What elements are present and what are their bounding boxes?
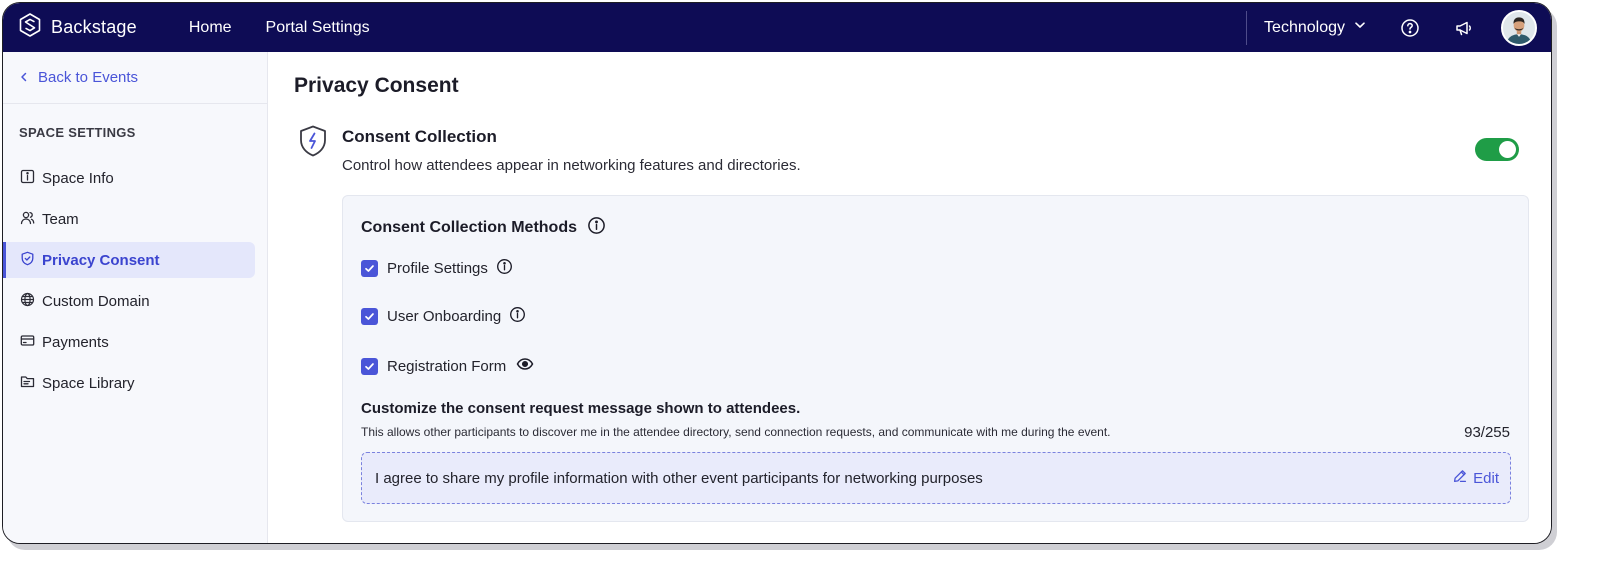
method-label: Registration Form (387, 357, 507, 375)
help-icon[interactable] (1399, 17, 1421, 39)
checkbox-registration-form[interactable] (361, 358, 378, 375)
sidebar-item-label: Payments (42, 333, 109, 351)
workspace-selector[interactable] (1264, 18, 1367, 37)
avatar[interactable] (1501, 10, 1537, 46)
sidebar-item-custom-domain[interactable] (3, 283, 255, 319)
team-icon (20, 210, 42, 229)
consent-collection-toggle[interactable] (1475, 138, 1519, 161)
sidebar-item-payments[interactable] (3, 324, 255, 360)
sidebar-item-label: Space Info (42, 169, 114, 187)
eye-icon[interactable] (506, 355, 534, 377)
chevron-down-icon (1345, 18, 1367, 37)
checkbox-user-onboarding[interactable] (361, 308, 378, 325)
method-user-onboarding (361, 306, 526, 327)
consent-message-field[interactable] (361, 452, 1511, 504)
app-window (2, 2, 1552, 544)
section-title: Consent Collection (342, 127, 497, 146)
method-label: Profile Settings (387, 260, 488, 277)
character-counter: 93/255 (1464, 424, 1510, 441)
sidebar-item-space-library[interactable] (3, 365, 255, 401)
message-subtext: This allows other participants to discover me in the attendee directory, send connection requests, and communicate with me during the event. (361, 425, 1111, 439)
info-square-icon (20, 169, 42, 188)
message-heading: Customize the consent request message shown to attendees. (361, 400, 801, 417)
checkbox-profile-settings[interactable] (361, 260, 378, 277)
sidebar (3, 52, 268, 543)
brand[interactable] (17, 12, 137, 43)
sidebar-heading: SPACE SETTINGS (19, 125, 136, 140)
topbar-actions (1246, 3, 1551, 52)
method-label: User Onboarding (387, 308, 502, 325)
edit-label: Edit (1473, 469, 1499, 487)
pencil-icon (1453, 469, 1473, 487)
sidebar-item-label: Team (42, 210, 79, 228)
shield-icon (20, 251, 42, 270)
folder-icon (20, 374, 42, 393)
shield-lightning-icon (297, 124, 329, 158)
back-label: Back to Events (38, 69, 139, 86)
consent-methods-panel (342, 195, 1529, 522)
section-description: Control how attendees appear in networking features and directories. (342, 157, 801, 174)
brand-name: Backstage (51, 17, 137, 37)
sidebar-item-label: Custom Domain (42, 292, 150, 310)
card-icon (20, 333, 42, 352)
sidebar-item-space-info[interactable] (3, 160, 255, 196)
nav-portal-settings[interactable]: Portal Settings (265, 18, 370, 36)
info-icon[interactable] (577, 216, 606, 240)
page-title: Privacy Consent (294, 74, 459, 97)
method-profile-settings (361, 258, 513, 279)
back-to-events-link[interactable] (3, 52, 267, 104)
methods-heading (361, 216, 606, 240)
method-registration-form (361, 355, 534, 377)
chevron-left-icon (19, 69, 38, 86)
announcement-icon[interactable] (1453, 17, 1475, 39)
top-navigation-bar (3, 3, 1551, 52)
toggle-knob (1499, 141, 1516, 158)
info-icon[interactable] (488, 258, 513, 279)
divider (1246, 11, 1247, 45)
consent-message-text: I agree to share my profile information with other event participants for networking purposes (375, 469, 983, 487)
edit-button[interactable] (1453, 469, 1499, 487)
nav-home[interactable]: Home (188, 18, 232, 36)
workspace-name: Technology (1264, 18, 1345, 36)
sidebar-item-label: Privacy Consent (42, 251, 160, 269)
hexagon-logo-icon (17, 12, 43, 43)
globe-icon (20, 292, 42, 311)
info-icon[interactable] (501, 306, 526, 327)
methods-title: Consent Collection Methods (361, 219, 577, 236)
main-content (269, 52, 1551, 543)
sidebar-item-team[interactable] (3, 201, 255, 237)
sidebar-item-privacy-consent[interactable] (3, 242, 255, 278)
sidebar-item-label: Space Library (42, 374, 135, 392)
